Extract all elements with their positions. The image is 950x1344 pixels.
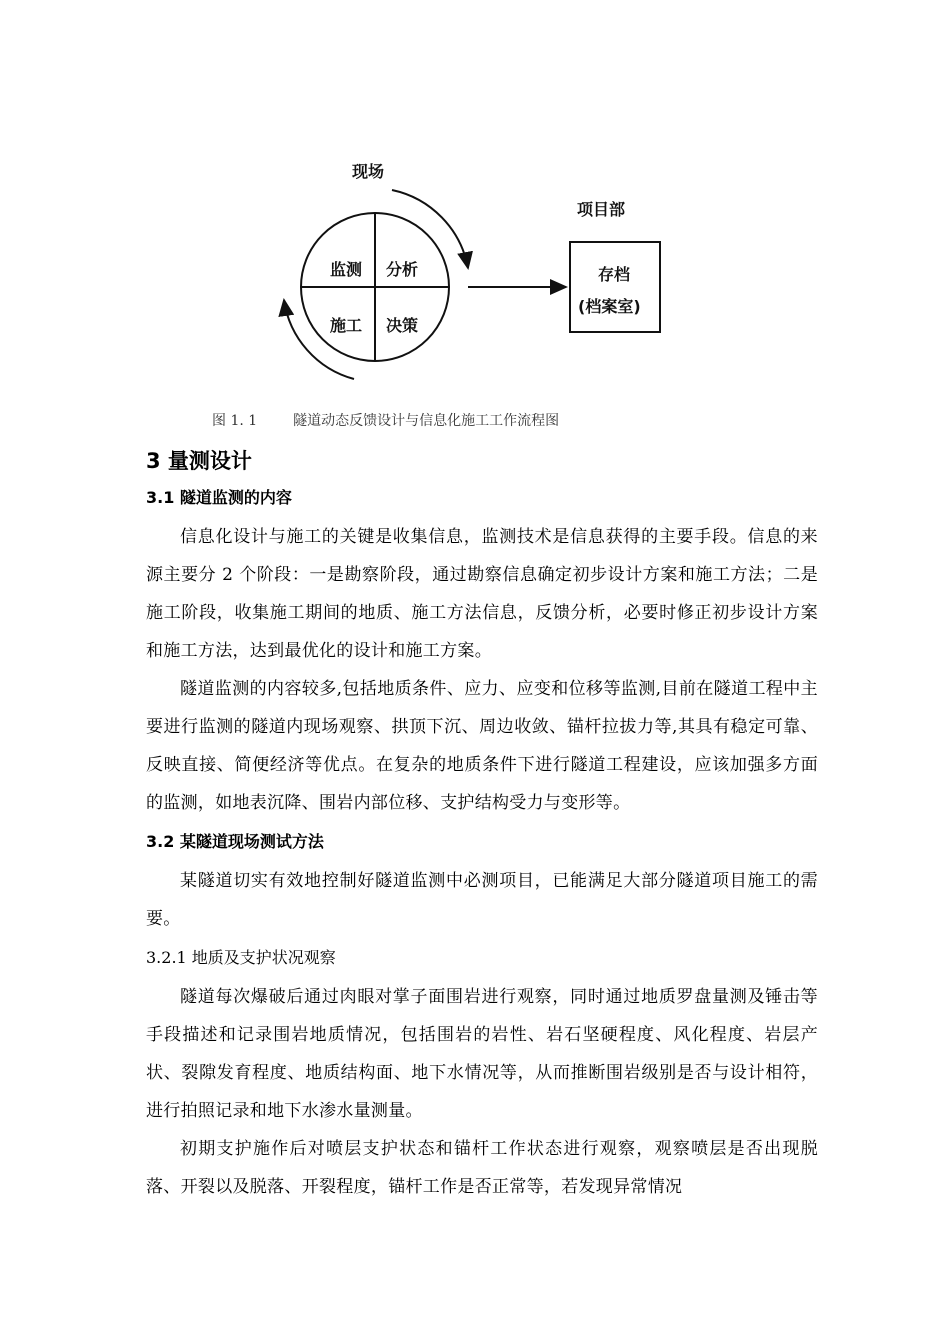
- archive-box: [570, 242, 660, 332]
- quadrant-analysis: 分析: [386, 260, 419, 279]
- quadrant-construct: 施工: [330, 316, 363, 335]
- paragraph: 初期支护施作后对喷层支护状态和锚杆工作状态进行观察，观察喷层是否出现脱落、开裂以及脱落、开裂程度，锚杆工作是否正常等，若发现异常情况: [146, 1139, 818, 1197]
- label-project-dept: 项目部: [577, 200, 626, 219]
- flowchart-drawing: [0, 0, 950, 440]
- label-site: 现场: [352, 162, 385, 181]
- quadrant-decision: 决策: [386, 316, 419, 335]
- subsubsection-heading: 3.2.1 地质及支护状况观察: [146, 948, 336, 967]
- paragraph: 隧道监测的内容较多,包括地质条件、应力、应变和位移等监测,目前在隧道工程中主要进行监测的隧道内现场观察、拱顶下沉、周边收敛、锚杆拉拔力等,其具有稳定可靠、反映直接、简便经济等优点。在复杂的地质条件下进行隧道工程建设，应该加强多方面的监测，如地表沉降、围岩内部位移、支护结构受力与变形等。: [146, 679, 818, 813]
- figure-caption-text: 隧道动态反馈设计与信息化施工工作流程图: [293, 413, 560, 429]
- figure-number: 图 1. 1: [212, 413, 258, 429]
- subsection-heading: 3.1 隧道监测的内容: [146, 488, 292, 507]
- archive-box-line1: 存档: [598, 265, 631, 284]
- flowchart-figure: [0, 0, 950, 440]
- document-body: [146, 438, 818, 1206]
- cycle-arrow-bottom: [284, 300, 354, 379]
- figure-caption: [212, 410, 559, 430]
- paragraph: 某隧道切实有效地控制好隧道监测中必测项目，已能满足大部分隧道项目施工的需要。: [146, 871, 818, 929]
- paragraph: 隧道每次爆破后通过肉眼对掌子面围岩进行观察，同时通过地质罗盘量测及锤击等手段描述和记录围岩地质情况，包括围岩的岩性、岩石坚硬程度、风化程度、岩层产状、裂隙发育程度、地质结构面、地下水情况等，从而推断围岩级别是否与设计相符，进行拍照记录和地下水渗水量测量。: [146, 987, 818, 1121]
- quadrant-monitor: 监测: [330, 260, 363, 279]
- section-heading: 3 量测设计: [146, 449, 252, 473]
- subsection-heading: 3.2 某隧道现场测试方法: [146, 832, 324, 851]
- archive-box-line2: (档案室): [578, 297, 641, 316]
- paragraph: 信息化设计与施工的关键是收集信息，监测技术是信息获得的主要手段。信息的来源主要分 2 个阶段：一是勘察阶段，通过勘察信息确定初步设计方案和施工方法；二是施工阶段，收集施工期间的地质、施工方法信息，反馈分析，必要时修正初步设计方案和施工方法，达到最优化的设计和施工方案。: [146, 527, 818, 661]
